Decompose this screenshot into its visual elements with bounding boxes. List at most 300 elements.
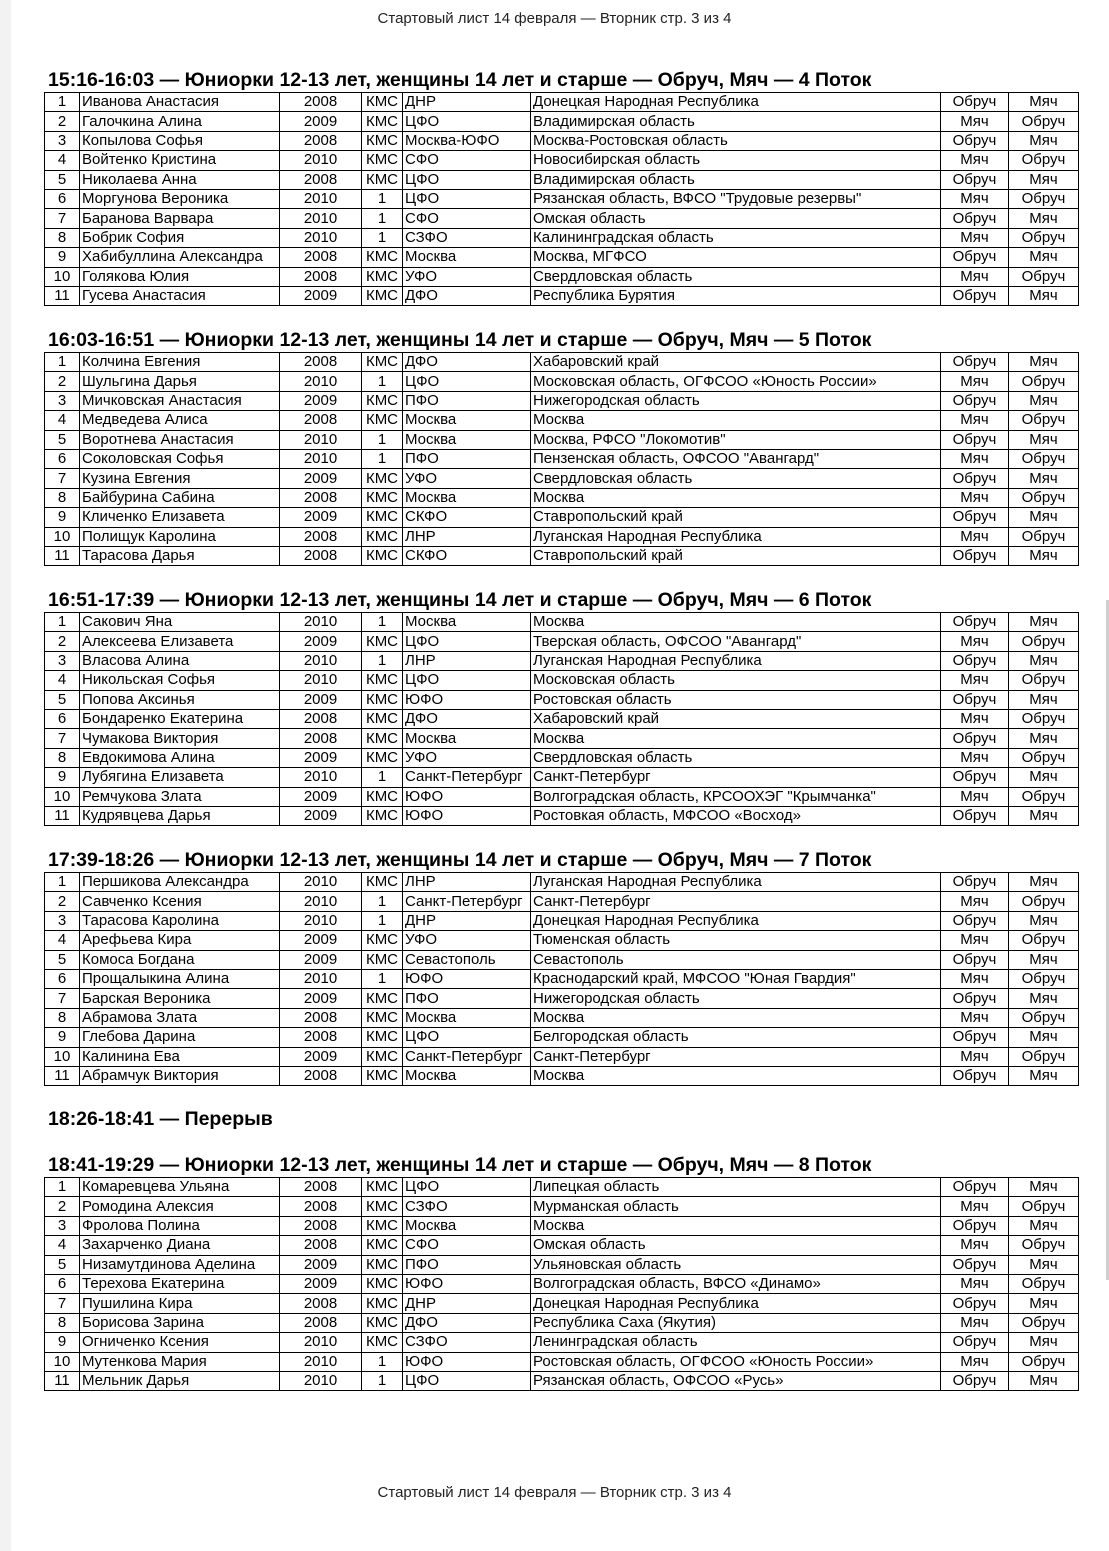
apparatus-2: Обруч — [1009, 189, 1079, 208]
start-number: 11 — [45, 1066, 80, 1085]
rank: КМС — [362, 488, 403, 507]
session-block-4 — [44, 68, 1078, 306]
district: ДФО — [403, 353, 531, 372]
district: ЦФО — [403, 372, 531, 391]
start-number: 2 — [45, 112, 80, 131]
rank: КМС — [362, 546, 403, 565]
start-number: 3 — [45, 651, 80, 670]
table-row — [45, 411, 1079, 430]
table-row — [45, 353, 1079, 372]
apparatus-2: Обруч — [1009, 892, 1079, 911]
apparatus-2: Обруч — [1009, 267, 1079, 286]
rank: КМС — [362, 873, 403, 892]
apparatus-1: Обруч — [941, 729, 1009, 748]
rank: КМС — [362, 131, 403, 150]
district: Москва-ЮФО — [403, 131, 531, 150]
birth-year: 2010 — [280, 228, 362, 247]
table-row — [45, 892, 1079, 911]
district: ЦФО — [403, 189, 531, 208]
start-number: 8 — [45, 748, 80, 767]
district: ДНР — [403, 911, 531, 930]
athlete-name: Копылова Софья — [80, 131, 280, 150]
table-row — [45, 93, 1079, 112]
apparatus-2: Обруч — [1009, 969, 1079, 988]
district: Москва — [403, 430, 531, 449]
start-number: 10 — [45, 527, 80, 546]
region-club: Луганская Народная Республика — [531, 651, 941, 670]
district: ЮФО — [403, 690, 531, 709]
athlete-name: Попова Аксинья — [80, 690, 280, 709]
table-row — [45, 969, 1079, 988]
athlete-name: Моргунова Вероника — [80, 189, 280, 208]
rank: 1 — [362, 911, 403, 930]
region-club: Рязанская область, ОФСОО «Русь» — [531, 1371, 941, 1390]
table-row — [45, 787, 1079, 806]
table-row — [45, 189, 1079, 208]
district: Москва — [403, 1008, 531, 1027]
table-row — [45, 286, 1079, 305]
apparatus-1: Обруч — [941, 1178, 1009, 1197]
table-row — [45, 228, 1079, 247]
athlete-name: Голякова Юлия — [80, 267, 280, 286]
table-row — [45, 1008, 1079, 1027]
apparatus-2: Мяч — [1009, 353, 1079, 372]
district: Москва — [403, 411, 531, 430]
birth-year: 2009 — [280, 112, 362, 131]
table-row — [45, 709, 1079, 728]
table-row — [45, 267, 1079, 286]
birth-year: 2010 — [280, 189, 362, 208]
rank: КМС — [362, 1178, 403, 1197]
apparatus-1: Обруч — [941, 1066, 1009, 1085]
apparatus-2: Обруч — [1009, 1274, 1079, 1293]
region-club: Свердловская область — [531, 748, 941, 767]
start-list-table — [44, 612, 1079, 826]
apparatus-1: Обруч — [941, 170, 1009, 189]
region-club: Ростовкая область, МФСОО «Восход» — [531, 806, 941, 825]
start-number: 4 — [45, 931, 80, 950]
apparatus-2: Мяч — [1009, 93, 1079, 112]
table-row — [45, 1274, 1079, 1293]
district: ЦФО — [403, 1028, 531, 1047]
athlete-name: Арефьева Кира — [80, 931, 280, 950]
athlete-name: Прощалыкина Алина — [80, 969, 280, 988]
region-club: Пензенская область, ОФСОО "Авангард" — [531, 449, 941, 468]
rank: 1 — [362, 969, 403, 988]
apparatus-1: Обруч — [941, 286, 1009, 305]
district: ЮФО — [403, 787, 531, 806]
start-number: 6 — [45, 1274, 80, 1293]
birth-year: 2008 — [280, 1197, 362, 1216]
region-club: Донецкая Народная Республика — [531, 1294, 941, 1313]
region-club: Нижегородская область — [531, 391, 941, 410]
apparatus-2: Мяч — [1009, 1216, 1079, 1235]
athlete-name: Медведева Алиса — [80, 411, 280, 430]
rank: 1 — [362, 372, 403, 391]
district: ЦФО — [403, 170, 531, 189]
athlete-name: Тарасова Каролина — [80, 911, 280, 930]
district: Москва — [403, 248, 531, 267]
region-club: Свердловская область — [531, 267, 941, 286]
district: СКФО — [403, 546, 531, 565]
region-club: Ленинградская область — [531, 1333, 941, 1352]
apparatus-2: Обруч — [1009, 787, 1079, 806]
district: СФО — [403, 151, 531, 170]
region-club: Хабаровский край — [531, 709, 941, 728]
birth-year: 2010 — [280, 768, 362, 787]
table-row — [45, 748, 1079, 767]
athlete-name: Николаева Анна — [80, 170, 280, 189]
page-footer: Стартовый лист 14 февраля — Вторник стр. 3 из 4 — [377, 1484, 732, 1501]
apparatus-2: Мяч — [1009, 131, 1079, 150]
start-number: 10 — [45, 267, 80, 286]
region-club: Донецкая Народная Республика — [531, 911, 941, 930]
apparatus-1: Обруч — [941, 911, 1009, 930]
rank: КМС — [362, 1236, 403, 1255]
birth-year: 2010 — [280, 911, 362, 930]
district: ЛНР — [403, 527, 531, 546]
apparatus-1: Мяч — [941, 709, 1009, 728]
start-number: 2 — [45, 372, 80, 391]
athlete-name: Ромодина Алексия — [80, 1197, 280, 1216]
table-row — [45, 248, 1079, 267]
table-row — [45, 1197, 1079, 1216]
table-row — [45, 989, 1079, 1008]
birth-year: 2009 — [280, 391, 362, 410]
table-row — [45, 806, 1079, 825]
birth-year: 2008 — [280, 527, 362, 546]
apparatus-1: Обруч — [941, 873, 1009, 892]
session-block-5 — [44, 328, 1078, 566]
apparatus-1: Обруч — [941, 93, 1009, 112]
athlete-name: Барская Вероника — [80, 989, 280, 1008]
birth-year: 2008 — [280, 1008, 362, 1027]
start-number: 5 — [45, 1255, 80, 1274]
rank: 1 — [362, 189, 403, 208]
birth-year: 2009 — [280, 748, 362, 767]
birth-year: 2010 — [280, 430, 362, 449]
region-club: Белгородская область — [531, 1028, 941, 1047]
table-row — [45, 911, 1079, 930]
birth-year: 2008 — [280, 1066, 362, 1085]
district: ЦФО — [403, 671, 531, 690]
athlete-name: Мутенкова Мария — [80, 1352, 280, 1371]
rank: КМС — [362, 950, 403, 969]
region-club: Мурманская область — [531, 1197, 941, 1216]
apparatus-1: Обруч — [941, 690, 1009, 709]
district: СЗФО — [403, 1333, 531, 1352]
apparatus-2: Мяч — [1009, 1028, 1079, 1047]
district: Санкт-Петербург — [403, 768, 531, 787]
start-number: 8 — [45, 488, 80, 507]
apparatus-1: Обруч — [941, 391, 1009, 410]
athlete-name: Галочкина Алина — [80, 112, 280, 131]
apparatus-2: Обруч — [1009, 411, 1079, 430]
table-row — [45, 527, 1079, 546]
rank: КМС — [362, 671, 403, 690]
apparatus-2: Мяч — [1009, 286, 1079, 305]
birth-year: 2008 — [280, 131, 362, 150]
apparatus-1: Мяч — [941, 411, 1009, 430]
athlete-name: Гусева Анастасия — [80, 286, 280, 305]
rank: КМС — [362, 748, 403, 767]
apparatus-1: Мяч — [941, 1008, 1009, 1027]
apparatus-2: Мяч — [1009, 1178, 1079, 1197]
apparatus-1: Обруч — [941, 1216, 1009, 1235]
region-club: Москва — [531, 1008, 941, 1027]
region-club: Волгоградская область, КРСООХЭГ "Крымчанка" — [531, 787, 941, 806]
apparatus-1: Обруч — [941, 1371, 1009, 1390]
apparatus-2: Обруч — [1009, 527, 1079, 546]
rank: КМС — [362, 1008, 403, 1027]
apparatus-1: Мяч — [941, 1236, 1009, 1255]
birth-year: 2009 — [280, 508, 362, 527]
rank: 1 — [362, 613, 403, 632]
start-number: 9 — [45, 248, 80, 267]
session-title: 17:39-18:26 — Юниорки 12-13 лет, женщины 14 лет и старше — Обруч, Мяч — 7 Поток — [48, 849, 872, 871]
region-club: Москва — [531, 729, 941, 748]
region-club: Ставропольский край — [531, 546, 941, 565]
rank: КМС — [362, 267, 403, 286]
apparatus-1: Мяч — [941, 112, 1009, 131]
district: ДФО — [403, 286, 531, 305]
apparatus-1: Мяч — [941, 748, 1009, 767]
rank: КМС — [362, 729, 403, 748]
apparatus-2: Мяч — [1009, 391, 1079, 410]
birth-year: 2009 — [280, 1255, 362, 1274]
start-number: 4 — [45, 671, 80, 690]
district: Москва — [403, 613, 531, 632]
start-list-table — [44, 352, 1079, 566]
table-row — [45, 1352, 1079, 1371]
rank: КМС — [362, 93, 403, 112]
district: СЗФО — [403, 1197, 531, 1216]
apparatus-1: Обруч — [941, 989, 1009, 1008]
start-list-table — [44, 1177, 1079, 1391]
athlete-name: Евдокимова Алина — [80, 748, 280, 767]
district: СФО — [403, 209, 531, 228]
apparatus-2: Обруч — [1009, 112, 1079, 131]
athlete-name: Сакович Яна — [80, 613, 280, 632]
start-number: 6 — [45, 969, 80, 988]
start-number: 9 — [45, 1333, 80, 1352]
district: УФО — [403, 469, 531, 488]
rank: КМС — [362, 170, 403, 189]
page-left-edge — [0, 0, 11, 1551]
region-club: Ставропольский край — [531, 508, 941, 527]
region-club: Ростовская область — [531, 690, 941, 709]
birth-year: 2009 — [280, 286, 362, 305]
table-row — [45, 469, 1079, 488]
start-number: 8 — [45, 1313, 80, 1332]
birth-year: 2008 — [280, 411, 362, 430]
start-number: 1 — [45, 873, 80, 892]
apparatus-1: Обруч — [941, 613, 1009, 632]
start-number: 3 — [45, 391, 80, 410]
table-row — [45, 112, 1079, 131]
start-number: 1 — [45, 353, 80, 372]
athlete-name: Пушилина Кира — [80, 1294, 280, 1313]
apparatus-1: Обруч — [941, 430, 1009, 449]
rank: КМС — [362, 112, 403, 131]
apparatus-2: Мяч — [1009, 873, 1079, 892]
start-number: 6 — [45, 709, 80, 728]
start-number: 5 — [45, 950, 80, 969]
region-club: Рязанская область, ВФСО "Трудовые резервы" — [531, 189, 941, 208]
apparatus-1: Обруч — [941, 469, 1009, 488]
apparatus-1: Мяч — [941, 1313, 1009, 1332]
birth-year: 2009 — [280, 469, 362, 488]
athlete-name: Воротнева Анастасия — [80, 430, 280, 449]
rank: КМС — [362, 989, 403, 1008]
start-number: 1 — [45, 1178, 80, 1197]
table-row — [45, 1333, 1079, 1352]
birth-year: 2010 — [280, 449, 362, 468]
district: ПФО — [403, 1255, 531, 1274]
birth-year: 2009 — [280, 632, 362, 651]
athlete-name: Кузина Евгения — [80, 469, 280, 488]
start-number: 7 — [45, 469, 80, 488]
apparatus-2: Мяч — [1009, 430, 1079, 449]
rank: КМС — [362, 1047, 403, 1066]
table-row — [45, 931, 1079, 950]
district: ДНР — [403, 1294, 531, 1313]
table-row — [45, 1066, 1079, 1085]
rank: КМС — [362, 1294, 403, 1313]
table-row — [45, 131, 1079, 150]
apparatus-1: Мяч — [941, 1047, 1009, 1066]
apparatus-2: Обруч — [1009, 1008, 1079, 1027]
apparatus-2: Мяч — [1009, 690, 1079, 709]
athlete-name: Соколовская Софья — [80, 449, 280, 468]
birth-year: 2008 — [280, 729, 362, 748]
athlete-name: Кудрявцева Дарья — [80, 806, 280, 825]
district: СКФО — [403, 508, 531, 527]
apparatus-1: Мяч — [941, 671, 1009, 690]
start-number: 7 — [45, 1294, 80, 1313]
birth-year: 2010 — [280, 151, 362, 170]
rank: КМС — [362, 787, 403, 806]
table-row — [45, 1236, 1079, 1255]
district: Москва — [403, 1216, 531, 1235]
district: Москва — [403, 1066, 531, 1085]
district: ЦФО — [403, 632, 531, 651]
table-row — [45, 651, 1079, 670]
region-club: Санкт-Петербург — [531, 768, 941, 787]
region-club: Севастополь — [531, 950, 941, 969]
district: Севастополь — [403, 950, 531, 969]
apparatus-2: Мяч — [1009, 209, 1079, 228]
start-number: 5 — [45, 170, 80, 189]
athlete-name: Комаревцева Ульяна — [80, 1178, 280, 1197]
district: ПФО — [403, 989, 531, 1008]
start-number: 8 — [45, 228, 80, 247]
athlete-name: Колчина Евгения — [80, 353, 280, 372]
athlete-name: Алексеева Елизавета — [80, 632, 280, 651]
apparatus-1: Мяч — [941, 892, 1009, 911]
birth-year: 2008 — [280, 1294, 362, 1313]
table-row — [45, 430, 1079, 449]
region-club: Московская область — [531, 671, 941, 690]
athlete-name: Фролова Полина — [80, 1216, 280, 1235]
athlete-name: Калинина Ева — [80, 1047, 280, 1066]
region-club: Омская область — [531, 209, 941, 228]
apparatus-1: Мяч — [941, 189, 1009, 208]
district: ДНР — [403, 93, 531, 112]
rank: КМС — [362, 1255, 403, 1274]
district: ЮФО — [403, 1352, 531, 1371]
athlete-name: Хабибуллина Александра — [80, 248, 280, 267]
apparatus-2: Обруч — [1009, 488, 1079, 507]
birth-year: 2009 — [280, 1047, 362, 1066]
athlete-name: Огниченко Ксения — [80, 1333, 280, 1352]
apparatus-2: Мяч — [1009, 950, 1079, 969]
rank: КМС — [362, 151, 403, 170]
table-row — [45, 488, 1079, 507]
apparatus-1: Обруч — [941, 768, 1009, 787]
table-row — [45, 209, 1079, 228]
apparatus-1: Обруч — [941, 508, 1009, 527]
district: ДФО — [403, 1313, 531, 1332]
district: СФО — [403, 1236, 531, 1255]
apparatus-2: Обруч — [1009, 748, 1079, 767]
region-club: Москва — [531, 411, 941, 430]
rank: КМС — [362, 286, 403, 305]
rank: КМС — [362, 469, 403, 488]
birth-year: 2008 — [280, 709, 362, 728]
district: Москва — [403, 729, 531, 748]
start-number: 11 — [45, 286, 80, 305]
birth-year: 2010 — [280, 873, 362, 892]
district: УФО — [403, 267, 531, 286]
region-club: Хабаровский край — [531, 353, 941, 372]
table-row — [45, 1313, 1079, 1332]
athlete-name: Полищук Каролина — [80, 527, 280, 546]
apparatus-2: Мяч — [1009, 1294, 1079, 1313]
region-club: Донецкая Народная Республика — [531, 93, 941, 112]
apparatus-2: Обруч — [1009, 1197, 1079, 1216]
birth-year: 2008 — [280, 1216, 362, 1235]
start-number: 10 — [45, 1352, 80, 1371]
table-row — [45, 1294, 1079, 1313]
rank: КМС — [362, 709, 403, 728]
apparatus-1: Обруч — [941, 950, 1009, 969]
start-number: 9 — [45, 768, 80, 787]
apparatus-1: Мяч — [941, 488, 1009, 507]
session-title: 16:03-16:51 — Юниорки 12-13 лет, женщины 14 лет и старше — Обруч, Мяч — 5 Поток — [48, 329, 872, 351]
birth-year: 2008 — [280, 170, 362, 189]
region-club: Санкт-Петербург — [531, 1047, 941, 1066]
apparatus-2: Мяч — [1009, 613, 1079, 632]
table-row — [45, 671, 1079, 690]
apparatus-1: Обруч — [941, 651, 1009, 670]
rank: 1 — [362, 1371, 403, 1390]
birth-year: 2009 — [280, 690, 362, 709]
athlete-name: Лубягина Елизавета — [80, 768, 280, 787]
apparatus-1: Мяч — [941, 1274, 1009, 1293]
athlete-name: Чумакова Виктория — [80, 729, 280, 748]
region-club: Ульяновская область — [531, 1255, 941, 1274]
apparatus-1: Мяч — [941, 228, 1009, 247]
birth-year: 2009 — [280, 787, 362, 806]
apparatus-1: Обруч — [941, 806, 1009, 825]
region-club: Тюменская область — [531, 931, 941, 950]
athlete-name: Мельник Дарья — [80, 1371, 280, 1390]
apparatus-2: Мяч — [1009, 469, 1079, 488]
apparatus-2: Обруч — [1009, 709, 1079, 728]
region-club: Москва-Ростовская область — [531, 131, 941, 150]
birth-year: 2008 — [280, 1028, 362, 1047]
